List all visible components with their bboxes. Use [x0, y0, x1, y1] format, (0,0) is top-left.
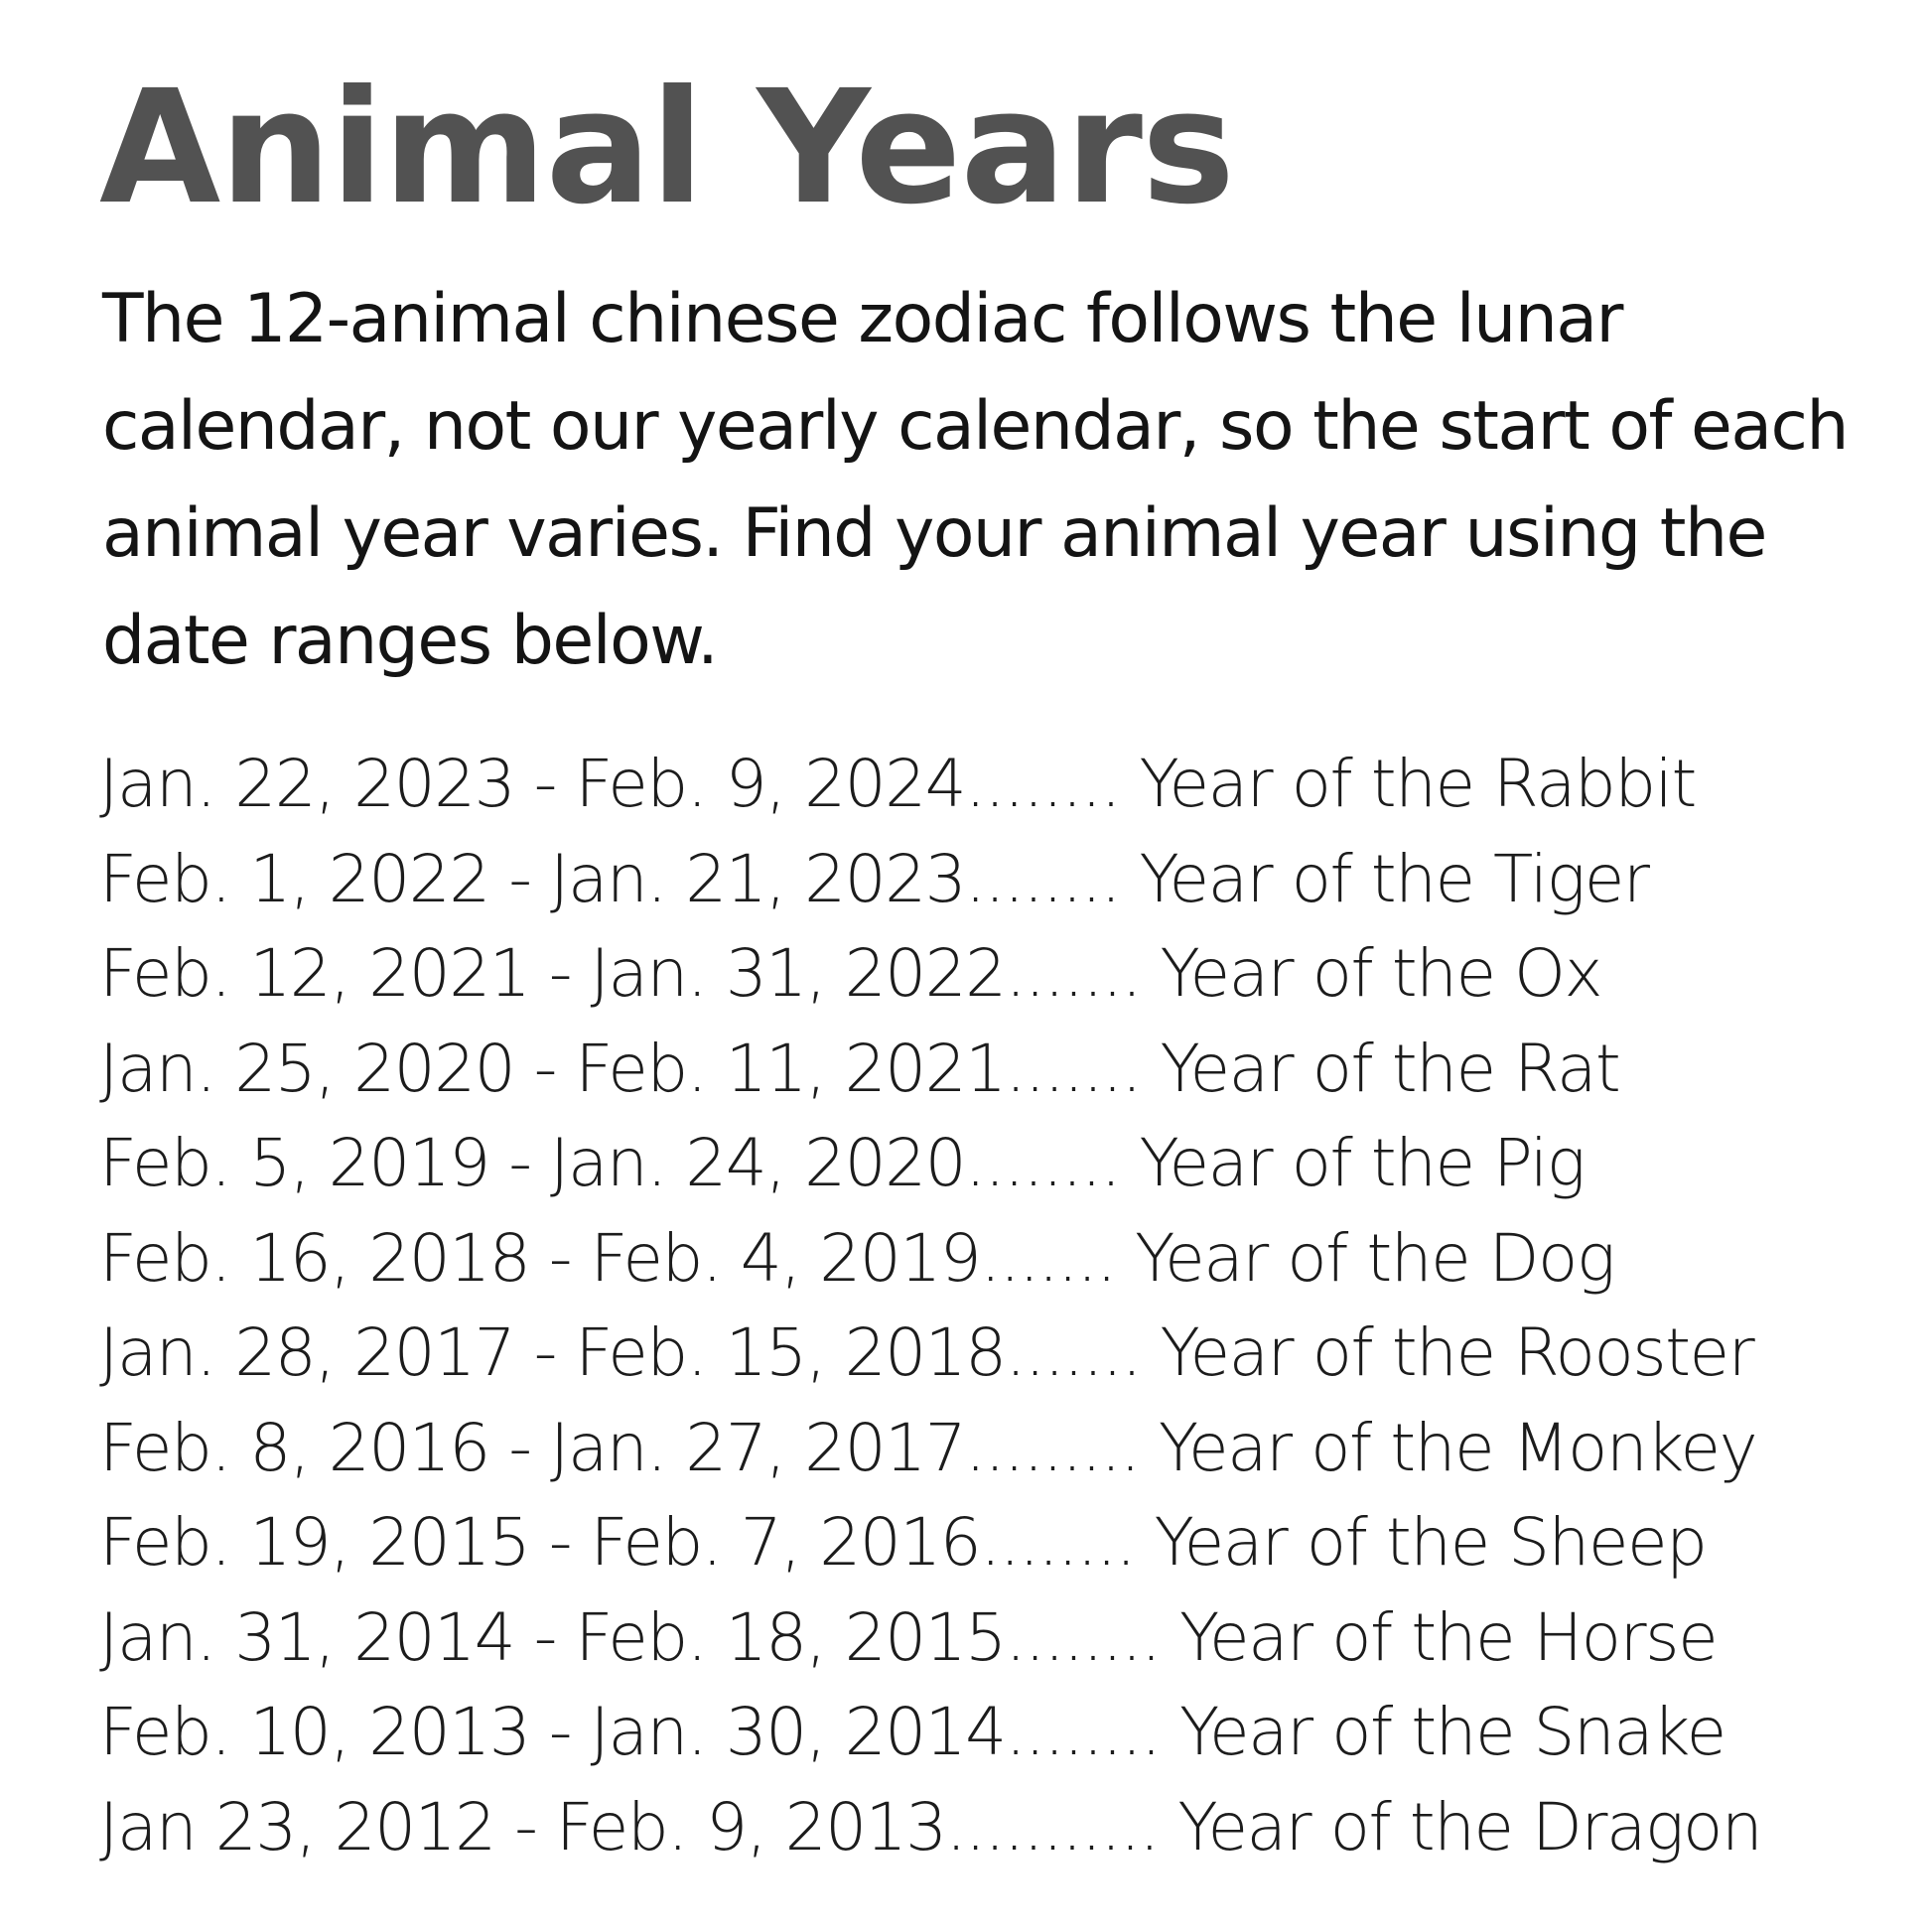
date-range: Feb. 1, 2022 - Jan. 21, 2023 — [99, 840, 966, 917]
date-range-row — [99, 832, 1761, 927]
dot-leader: ........ — [965, 840, 1120, 917]
page-title: Animal Years — [99, 57, 1234, 239]
date-range: Feb. 12, 2021 - Jan. 31, 2022 — [99, 935, 1006, 1012]
animal-year: Year of the Monkey — [1158, 1409, 1757, 1486]
dot-leader: ........ — [965, 1125, 1120, 1201]
date-range-row — [99, 1590, 1761, 1686]
dot-leader: ......... — [965, 1409, 1140, 1486]
animal-year: Year of the Dog — [1135, 1219, 1614, 1297]
animal-year: Year of the Rabbit — [1139, 746, 1696, 822]
dot-leader: ........ — [1005, 1598, 1161, 1676]
animal-year: Year of the Horse — [1178, 1598, 1718, 1676]
date-range: Feb. 10, 2013 - Jan. 30, 2014 — [99, 1694, 1006, 1770]
date-range: Jan. 25, 2020 - Feb. 11, 2021 — [99, 1030, 1006, 1107]
animal-year: Year of the Tiger — [1139, 840, 1649, 917]
date-range: Feb. 5, 2019 - Jan. 24, 2020 — [99, 1125, 966, 1201]
animal-year: Year of the Rooster — [1160, 1314, 1754, 1391]
date-range-row — [99, 1780, 1761, 1875]
date-range-row — [99, 1022, 1761, 1117]
date-range-row — [99, 1685, 1761, 1780]
animal-year: Year of the Snake — [1178, 1694, 1725, 1770]
date-range-row — [99, 1401, 1761, 1496]
date-range-row — [99, 1306, 1761, 1401]
animal-year: Year of the Rat — [1160, 1030, 1620, 1107]
date-range-row — [99, 1116, 1761, 1211]
dot-leader: ....... — [1005, 1030, 1141, 1107]
date-range: Feb. 19, 2015 - Feb. 7, 2016 — [99, 1504, 981, 1581]
animal-year: Year of the Sheep — [1154, 1504, 1707, 1581]
dot-leader: ........... — [945, 1788, 1159, 1865]
dot-leader: ....... — [1005, 935, 1141, 1012]
dot-leader: ........ — [965, 746, 1120, 822]
dot-leader: ....... — [1005, 1314, 1141, 1391]
date-range: Feb. 16, 2018 - Feb. 4, 2019 — [99, 1219, 981, 1297]
date-range: Feb. 8, 2016 - Jan. 27, 2017 — [99, 1409, 966, 1486]
date-range: Jan 23, 2012 - Feb. 9, 2013 — [99, 1788, 946, 1865]
animal-year: Year of the Dragon — [1177, 1788, 1762, 1865]
dot-leader: ........ — [980, 1504, 1136, 1581]
dot-leader: ....... — [980, 1219, 1116, 1297]
date-range: Jan. 22, 2023 - Feb. 9, 2024 — [99, 746, 966, 822]
date-range: Jan. 31, 2014 - Feb. 18, 2015 — [99, 1598, 1006, 1676]
animal-year: Year of the Ox — [1160, 935, 1602, 1012]
date-range: Jan. 28, 2017 - Feb. 15, 2018 — [99, 1314, 1006, 1391]
date-range-list — [99, 737, 1761, 1874]
intro-paragraph: The 12-animal chinese zodiac follows the lunar calendar, not our yearly calendar, so the start of each animal year varies. Find your animal year using the date ranges below. — [102, 280, 1849, 680]
date-range-row — [99, 926, 1761, 1022]
date-range-row — [99, 1211, 1761, 1307]
dot-leader: ........ — [1005, 1694, 1161, 1770]
animal-year: Year of the Pig — [1139, 1125, 1585, 1201]
date-range-row — [99, 1495, 1761, 1590]
date-range-row — [99, 737, 1761, 832]
